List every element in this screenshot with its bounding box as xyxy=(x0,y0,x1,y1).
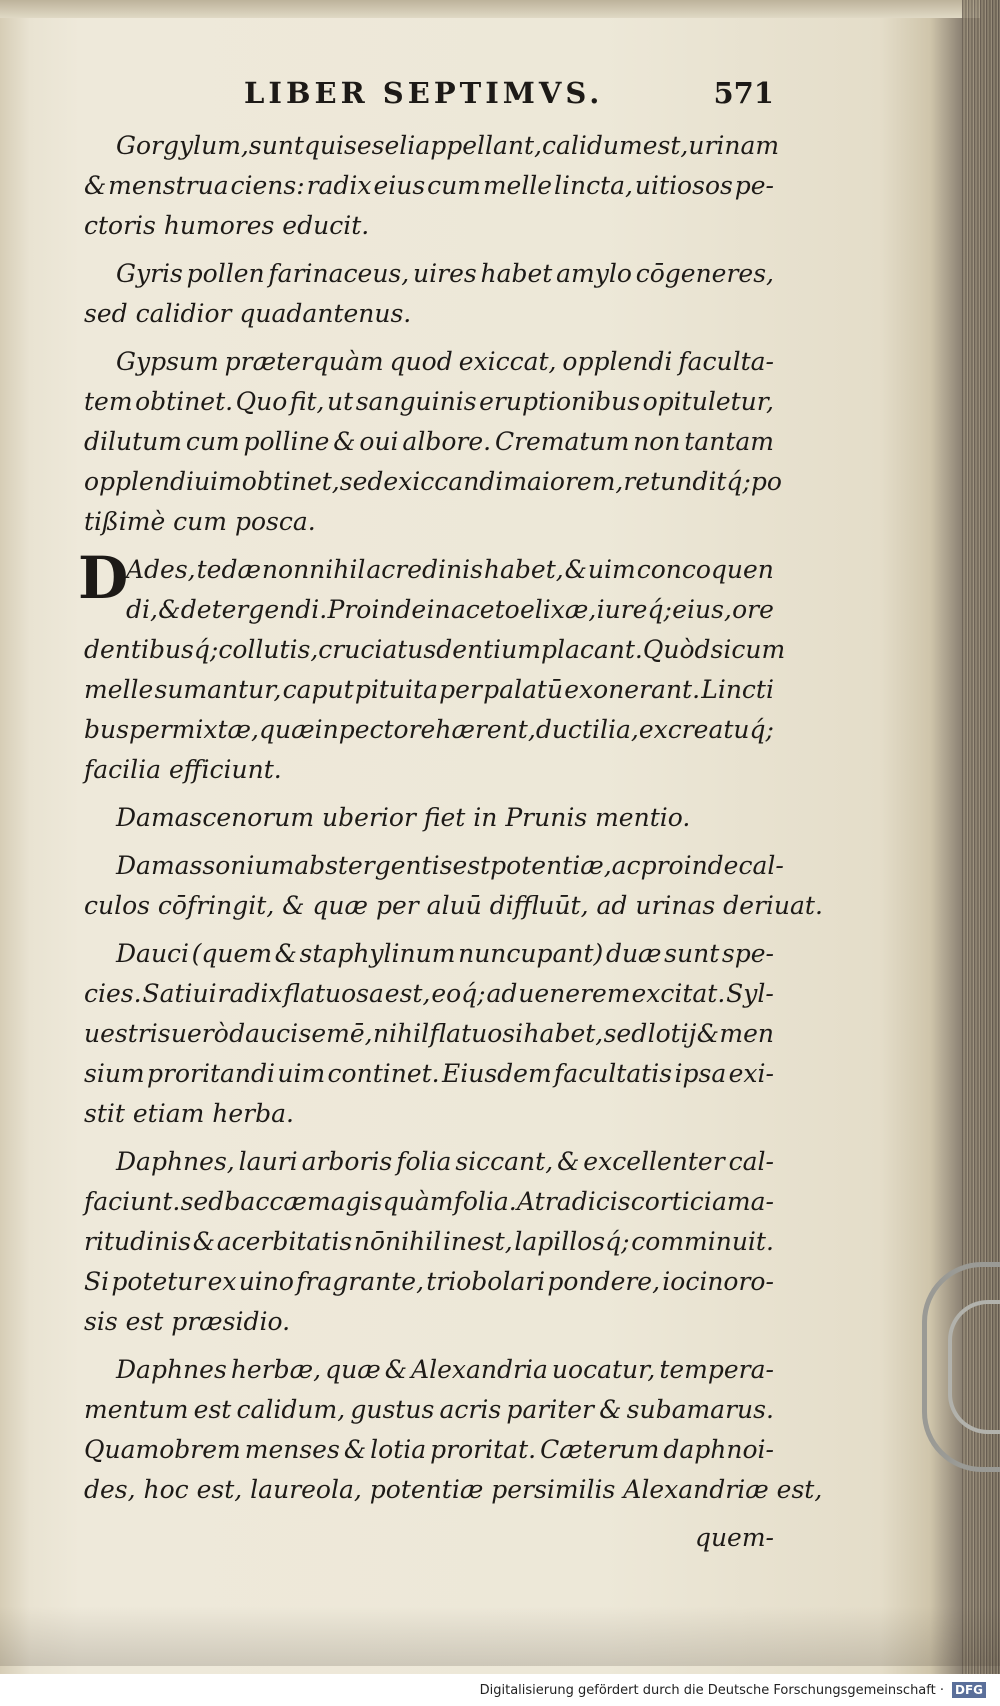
text-line: tißimè cum posca. xyxy=(84,507,316,536)
text-line: Gyris pollen farinaceus, uires habet amylo cōgeneres, xyxy=(116,259,774,288)
paragraph-gap xyxy=(84,790,774,798)
paragraph-gap xyxy=(84,542,774,550)
text-line: uestris uerò dauci semē, nihil flatuosi habet, sed lotij & men xyxy=(84,1019,774,1048)
paragraph-gap xyxy=(84,334,774,342)
text-line: ritudinis & acerbitatis nōnihil inest, lapillosq́; comminuit. xyxy=(84,1227,774,1256)
body-text xyxy=(78,126,823,1518)
footer-bar xyxy=(0,1674,1000,1706)
paper-clip-inner xyxy=(948,1300,1000,1434)
paragraph-gap xyxy=(84,1134,774,1142)
text-line: Gorgylum, sunt qui seseli appellant, calidum est, urinam xyxy=(116,131,780,160)
paragraph xyxy=(84,254,774,334)
paragraph-gap xyxy=(84,246,774,254)
text-block xyxy=(78,76,823,1558)
text-line: facilia efficiunt. xyxy=(84,755,282,784)
text-line: dentibusq́; collutis, cruciatus dentium placant. Quòd si cum xyxy=(84,635,786,664)
page-header xyxy=(84,76,774,126)
paragraph-gap xyxy=(84,838,774,846)
text-line: di, & detergendi. Proinde in aceto elixæ, iureq́; eius, ore xyxy=(126,595,774,624)
text-line: Damascenorum uberior fiet in Prunis mentio. xyxy=(116,803,691,832)
dfg-logo: DFG xyxy=(952,1682,986,1698)
footer-credit: Digitalisierung gefördert durch die Deutsche Forschungsgemeinschaft · xyxy=(479,1682,944,1698)
text-line: opplendi uim obtinet, sed exiccandi maiorem, retunditq́; po xyxy=(84,467,782,496)
text-line: Damassonium abstergentis est potentiæ, ac proinde cal- xyxy=(116,851,784,880)
paragraph-gap xyxy=(84,926,774,934)
paragraph xyxy=(84,342,782,542)
text-line: Si potetur ex uino fragrante, triobolari pondere, iocinoro- xyxy=(84,1267,774,1296)
text-line: Daphnes, lauri arboris folia siccant, & excellenter cal- xyxy=(116,1147,774,1176)
text-line: sed calidior quadantenus. xyxy=(84,299,412,328)
text-line: & menstrua ciens: radix eius cum melle lincta, uitiosos pe- xyxy=(84,171,774,200)
text-line: faciunt. sed baccæ magis quàm folia. At radicis cortici ama- xyxy=(84,1187,774,1216)
paragraph xyxy=(84,846,823,926)
folio-number: 571 xyxy=(713,76,774,110)
text-line: ctoris humores educit. xyxy=(84,211,370,240)
text-line: sium proritandi uim continet. Eiusdem facultatis ipsa exi- xyxy=(84,1059,774,1088)
text-line: culos cōfringit, & quæ per aluū diffluūt, ad urinas deriuat. xyxy=(84,891,823,920)
paragraph-gap xyxy=(84,1342,774,1350)
paragraph xyxy=(84,1142,774,1342)
text-line: tem obtinet. Quo fit, ut sanguinis eruptionibus opituletur, xyxy=(84,387,774,416)
text-line: sis est præsidio. xyxy=(84,1307,291,1336)
text-line: stit etiam herba. xyxy=(84,1099,294,1128)
paragraph xyxy=(78,544,786,790)
text-line: Gypsum præterquàm quod exiccat, opplendi faculta- xyxy=(116,347,774,376)
page-bottom-shadow xyxy=(0,1606,1000,1666)
paragraph xyxy=(84,798,774,838)
text-line: Ades, tedæ nonnihil acredinis habet, & uim concoquen xyxy=(126,555,774,584)
page-top-edge xyxy=(0,0,980,18)
catchword: quem- xyxy=(694,1523,774,1552)
paragraph xyxy=(84,934,774,1134)
text-line: dilutum cum polline & oui albore. Crematum non tantam xyxy=(84,427,774,456)
running-head: LIBER SEPTIMVS. xyxy=(244,76,604,110)
text-line: melle sumantur, caput pituita per palatū exonerant. Lincti xyxy=(84,675,774,704)
text-line: Daphnes herbæ, quæ & Alexandria uocatur, tempera- xyxy=(116,1355,774,1384)
drop-initial: D xyxy=(78,544,129,612)
paragraph xyxy=(84,126,780,246)
text-line: des, hoc est, laureola, potentiæ persimilis Alexandriæ est, xyxy=(84,1475,823,1504)
paragraph xyxy=(84,1350,823,1510)
text-line: cies. Satiui radix flatuosa est, eoq́; ad uenerem excitat. Syl- xyxy=(84,979,774,1008)
text-line: Quamobrem menses & lotia proritat. Cæterum daphnoi- xyxy=(84,1435,774,1464)
text-line: bus permixtæ, quæ in pectore hærent, ductilia, excreatuq́; xyxy=(84,715,774,744)
text-line: mentum est calidum, gustus acris pariter & subamarus. xyxy=(84,1395,774,1424)
paragraph-gap xyxy=(84,1510,774,1518)
text-line: Dauci (quem & staphylinum nuncupant) duæ sunt spe- xyxy=(116,939,774,968)
